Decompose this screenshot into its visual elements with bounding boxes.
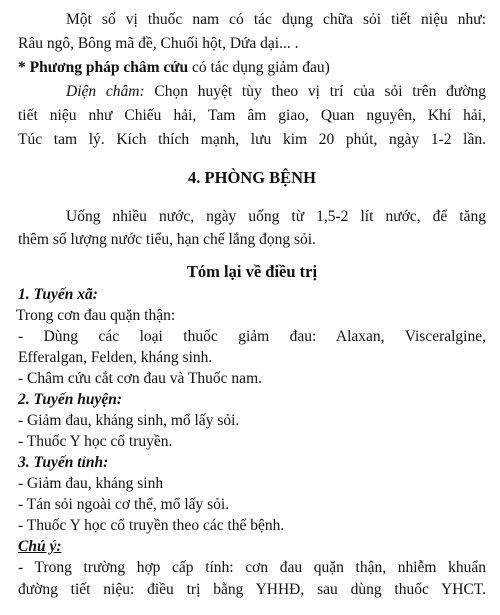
level-3-line-3: - Thuốc Y học cổ truyền theo các thể bệnh. — [18, 517, 285, 534]
level-1-line-2: - Dùng các loại thuốc giảm đau: Alaxan, Visceralgine, — [18, 328, 486, 345]
intro-line-2: Râu ngô, Bông mã đề, Chuối hột, Dứa dại... . — [18, 35, 299, 52]
section-4-title: 4. PHÒNG BỆNH — [188, 168, 316, 187]
acupuncture-title: Phương pháp châm cứu — [29, 59, 189, 76]
level-1-line-1: Trong cơn đau quặn thận: — [16, 307, 176, 324]
dien-cham-line-2: tiết niệu như Chiếu hải, Tam âm giao, Quan nguyên, Khí hải, — [18, 107, 486, 124]
level-3-heading: 3. Tuyến tỉnh: — [18, 454, 109, 471]
note-line-2: đường tiết niệu: điều trị bằng YHHĐ, sau dùng thuốc YHCT. — [18, 581, 486, 598]
summary-title: Tóm lại về điều trị — [186, 262, 318, 281]
level-2-line-1: - Giảm đau, kháng sinh, mổ lấy sỏi. — [18, 412, 240, 429]
dien-cham-line-1 — [18, 82, 486, 102]
level-1-line-3: Efferalgan, Felden, kháng sinh. — [18, 349, 213, 366]
level-3-line-1: - Giảm đau, kháng sinh — [18, 475, 164, 492]
dien-cham-line-3: Túc tam lý. Kích thích mạnh, lưu kim 20 phút, ngày 1-2 lần. — [18, 131, 486, 148]
level-3-line-2: - Tán sỏi ngoài cơ thể, mổ lấy sỏi. — [18, 496, 230, 513]
dien-cham-text: Chọn huyệt tùy theo vị trí của sỏi trên đường — [144, 83, 487, 100]
note-line-1: - Trong trường hợp cấp tính: cơn đau quặn thận, nhiễm khuẩn — [18, 559, 486, 576]
level-2-heading: 2. Tuyến huyện: — [18, 391, 123, 408]
acupuncture-heading — [18, 58, 486, 78]
note-heading: Chú ý: — [18, 538, 62, 555]
acupuncture-star: * — [18, 59, 30, 76]
level-1-line-4: - Châm cứu cắt cơn đau và Thuốc nam. — [18, 370, 262, 387]
intro-line-1: Một số vị thuốc nam có tác dụng chữa sỏi tiết niệu như: — [66, 11, 486, 28]
note-heading-row — [18, 537, 486, 557]
dien-cham-label: Diện châm: — [66, 83, 145, 100]
acupuncture-note: có tác dụng giảm đau) — [188, 59, 330, 76]
section-4-line-1: Uống nhiều nước, ngày uống từ 1,5-2 lít nước, để tăng — [66, 208, 486, 225]
level-1-heading: 1. Tuyến xã: — [18, 286, 98, 303]
level-2-line-2: - Thuốc Y học cổ truyền. — [18, 433, 173, 450]
section-4-line-2: thêm số lượng nước tiểu, hạn chế lắng đọng sỏi. — [18, 231, 316, 248]
